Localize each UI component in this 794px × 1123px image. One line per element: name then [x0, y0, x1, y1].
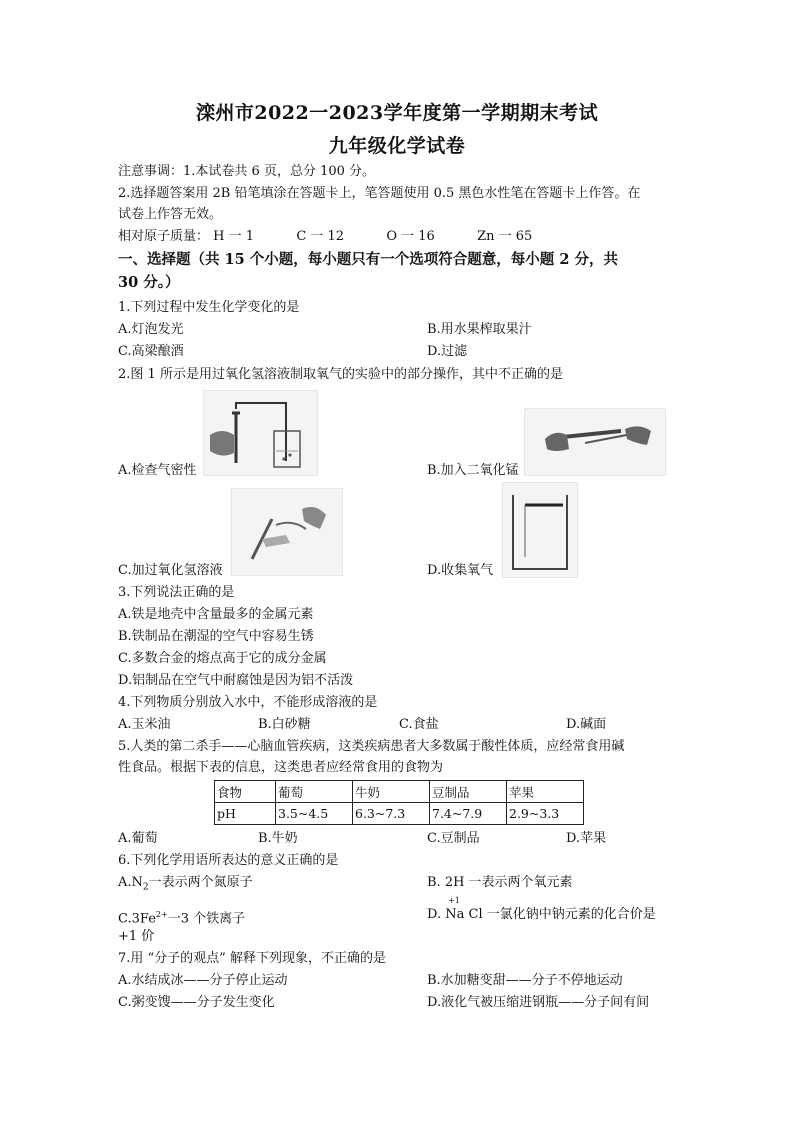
q6-option-d-continued: +1 价: [118, 929, 155, 944]
q7-option-d: D.液化气被压缩进钢瓶——分子间有间: [427, 995, 650, 1010]
table-cell: 牛奶: [353, 781, 430, 803]
q6-c-text: 一3 个铁离子: [167, 911, 246, 927]
q4-option-c: C.食盐: [399, 717, 439, 732]
q6-a-text: 一表示两个氮原子: [148, 875, 253, 890]
q5-option-a: A.葡萄: [118, 831, 158, 846]
q6-d-prefix: D.: [427, 907, 446, 922]
q1-option-a: A.灯泡发光: [118, 322, 184, 337]
atomic-mass-c: C 一 12: [296, 229, 345, 244]
q4-stem: 4.下列物质分别放入水中，不能形成溶液的是: [118, 695, 378, 710]
q1-option-c: C.高梁酿酒: [118, 344, 184, 359]
q4-option-b: B.白砂糖: [258, 717, 311, 732]
atomic-mass-label: 相对原子质量：: [118, 229, 210, 244]
q6-d-text: Cl 一氯化钠中钠元素的化合价是: [464, 907, 656, 922]
q2-option-c: C.加过氧化氢溶液: [118, 563, 223, 578]
q7-option-b: B.水加糖变甜——分子不停地运动: [427, 973, 623, 988]
q7-stem: 7.用 “分子的观点” 解释下列现象，不正确的是: [118, 951, 386, 966]
q6-a-prefix: A.N: [118, 875, 143, 890]
figure-add-manganese-dioxide: [524, 408, 666, 476]
q6-a-subscript: 2: [142, 882, 149, 893]
q6-d-na: Na: [445, 907, 465, 922]
q2-option-a: A.检查气密性: [118, 463, 197, 478]
notice-line-2: 2.选择题答案用 2B 铅笔填涂在答题卡上，笔答题使用 0.5 黑色水性笔在答题卡上作答。在: [118, 186, 641, 201]
figure-collect-oxygen: [502, 482, 578, 578]
q5-option-b: B.牛奶: [258, 831, 298, 846]
q3-option-d: D.铝制品在空气中耐腐蚀是因为铝不活泼: [118, 673, 354, 688]
table-cell: pH: [215, 803, 276, 825]
atomic-mass-zn: Zn 一 65: [477, 229, 533, 244]
figure-airtightness-check: [203, 390, 318, 476]
q2-stem: 2.图 1 所示是用过氧化氢溶液制取氧气的实验中的部分操作，其中不正确的是: [118, 367, 563, 382]
section-heading-line-1: 一、选择题（共 15 个小题，每小题只有一个选项符合题意，每小题 2 分，共: [118, 251, 618, 268]
q3-stem: 3.下列说法正确的是: [118, 585, 235, 600]
atomic-mass-line: [118, 228, 532, 246]
table-cell: 葡萄: [276, 781, 353, 803]
q5-option-c: C.豆制品: [427, 831, 480, 846]
q6-option-c: [118, 906, 245, 928]
q6-option-a: [118, 874, 253, 897]
table-cell: 豆制品: [430, 781, 507, 803]
q7-option-a: A.水结成冰——分子停止运动: [118, 973, 288, 988]
table-cell: 苹果: [507, 781, 584, 803]
q1-stem: 1.下列过程中发生化学变化的是: [118, 300, 300, 315]
q4-option-d: D.碱面: [566, 717, 607, 732]
section-heading-line-2: 30 分。）: [118, 274, 180, 291]
exam-subtitle: 九年级化学试卷: [328, 135, 466, 157]
q6-d-valence-mark: +1: [448, 896, 460, 905]
q5-stem-line-1: 5.人类的第二杀手——心脑血管疾病，这类疾病患者大多数属于酸性体质，应经常食用碱: [118, 739, 625, 754]
q2-option-b: B.加入二氧化锰: [427, 463, 519, 478]
q3-option-a: A.铁是地壳中含量最多的金属元素: [118, 607, 314, 622]
notice-line-3: 试卷上作答无效。: [118, 207, 223, 222]
q5-option-d: D.苹果: [566, 831, 607, 846]
q2-option-d: D.收集氧气: [427, 563, 494, 578]
q5-stem-line-2: 性食品。根据下表的信息，这类患者应经常食用的食物为: [118, 760, 444, 775]
q1-option-d: D.过滤: [427, 344, 468, 359]
ph-table: [214, 780, 584, 825]
table-cell: 食物: [215, 781, 276, 803]
table-cell: 2.9~3.3: [507, 803, 584, 825]
q6-option-b: B. 2H 一表示两个氧元素: [427, 875, 573, 890]
q7-option-c: C.粥变馊——分子发生变化: [118, 995, 275, 1010]
table-row: [215, 803, 584, 825]
q3-option-b: B.铁制品在潮湿的空气中容易生锈: [118, 629, 314, 644]
q6-stem: 6.下列化学用语所表达的意义正确的是: [118, 853, 339, 868]
table-cell: 3.5~4.5: [276, 803, 353, 825]
q6-option-d: [427, 906, 656, 924]
table-row: [215, 781, 584, 803]
exam-title: 滦州市2022一2023学年度第一学期期末考试: [195, 102, 599, 124]
atomic-mass-h: H 一 1: [213, 229, 255, 244]
q4-option-a: A.玉米油: [118, 717, 171, 732]
q3-option-c: C.多数合金的熔点高于它的成分金属: [118, 651, 327, 666]
table-cell: 6.3~7.3: [353, 803, 430, 825]
q1-option-b: B.用水果榨取果汁: [427, 322, 532, 337]
notice-line-1: 注意事调：1.本试卷共 6 页，总分 100 分。: [118, 164, 376, 179]
q6-c-prefix: C.3Fe: [118, 911, 156, 927]
figure-add-hydrogen-peroxide: [231, 488, 343, 576]
q6-c-superscript: 2+: [155, 910, 168, 919]
table-cell: 7.4~7.9: [430, 803, 507, 825]
atomic-mass-o: O 一 16: [386, 229, 435, 244]
